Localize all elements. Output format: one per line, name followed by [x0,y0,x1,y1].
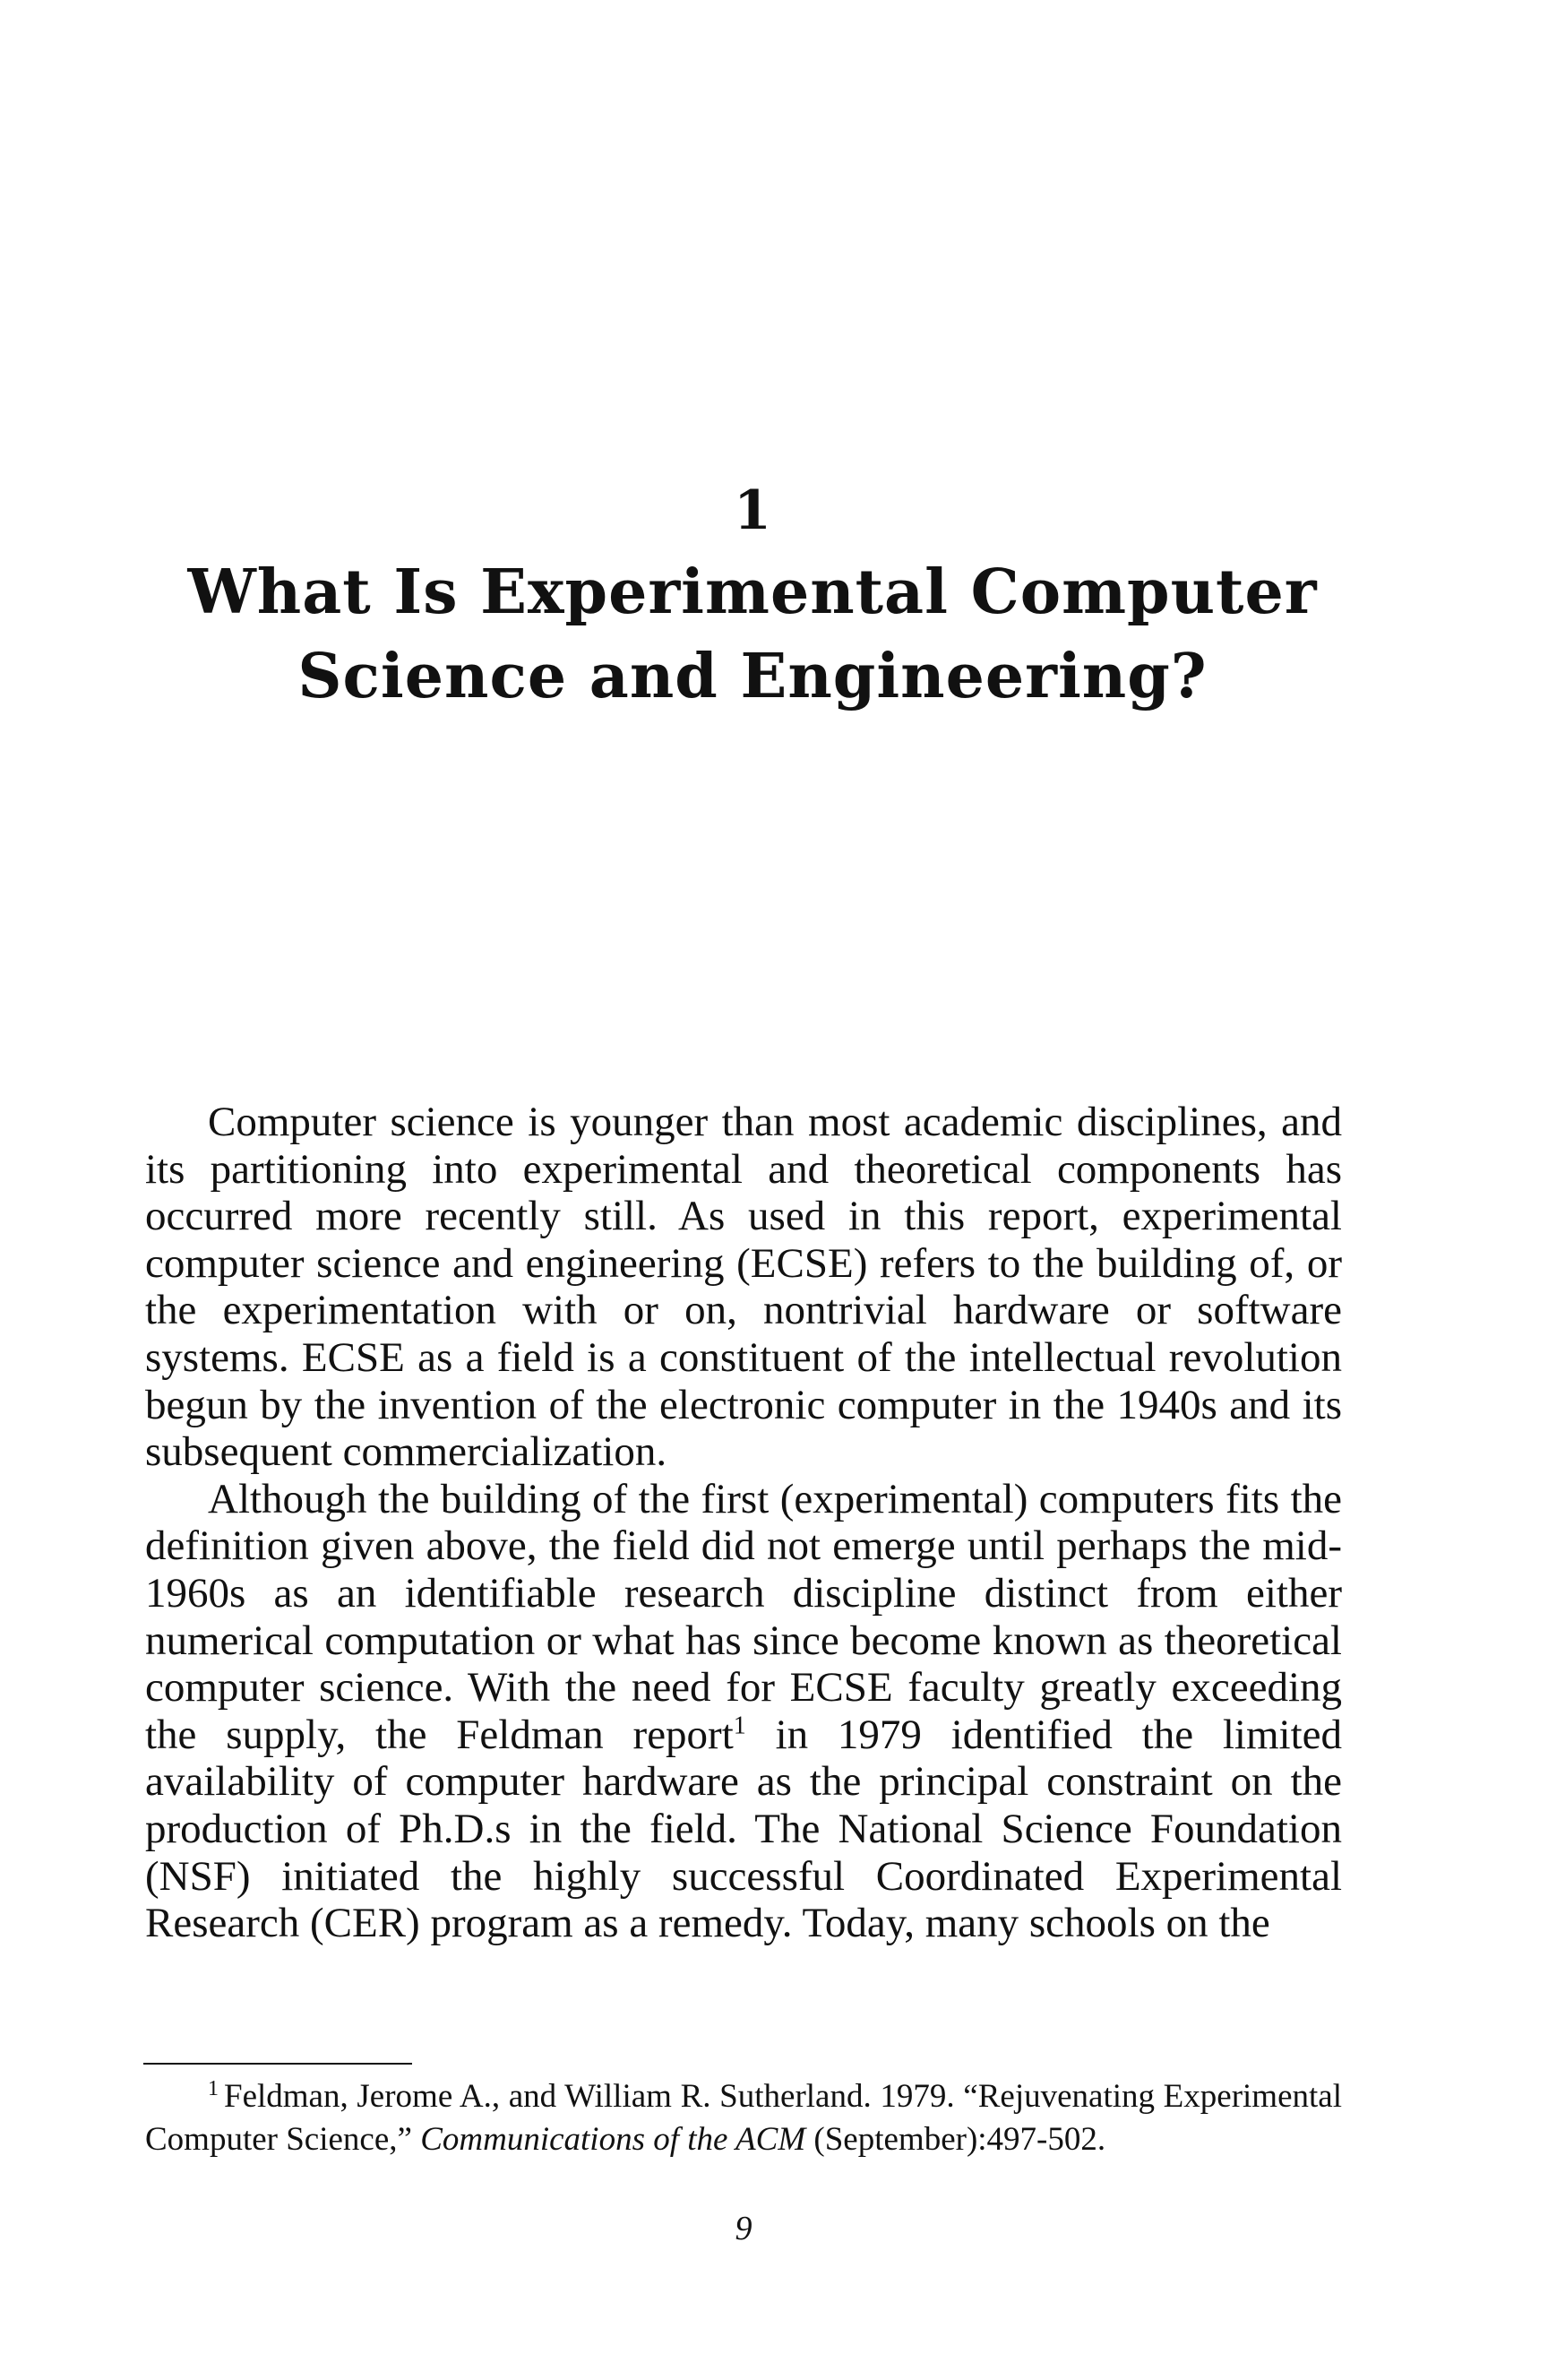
body-text [145,1099,1342,1947]
footnote-reference[interactable]: 1 [733,1712,746,1740]
chapter-title [0,550,1505,719]
paragraph-1: Computer science is younger than most academic disciplines, and its partitioning into experimental and theoretical components has occurred more recently still. As used in this report, experimental computer science and engineering (ECSE) refers to the building of, or the experimentation with or on, nontrivial hardware or software systems. ECSE as a field is a constituent of the intellectual revolution begun by the invention of the electronic computer in the 1940s and its subsequent commercialization. [145,1099,1342,1476]
footnote-marker: 1 [208,2076,219,2100]
footnote-text-b: (September):497-502. [805,2121,1106,2158]
paragraph-2-text-a: Although the building of the first (experimental) computers fits the definition given above, the field did not emerge until perhaps the mid-1960s as an identifiable research discipline distinct from either numerical computation or what has since become known as theoretical computer science. With the need for ECSE faculty greatly exceeding the supply, the Feldman report [145,1475,1342,1758]
paragraph-2-text-b: in 1979 identified the limited availability of computer hardware as the principal constraint on the production of Ph.D.s in the field. The National Science Foundation (NSF) initiated the highly successful Coordinated Experimental Research (CER) program as a remedy. Today, many schools on the [145,1711,1342,1947]
chapter-title-line1: What Is Experimental Computer [187,556,1318,628]
footnote [145,2075,1342,2161]
page-number: 9 [735,2210,752,2247]
footnote-text-a: Feldman, Jerome A., and William R. Sutherland. 1979. “Rejuvenating Experimental Computer Science,” [145,2078,1342,2158]
footnote-journal: Communications of the ACM [420,2121,806,2158]
chapter-title-line2: Science and Engineering? [297,641,1208,712]
chapter-number: 1 [734,479,771,542]
paragraph-2 [145,1476,1342,1947]
footnote-divider [143,2063,412,2065]
